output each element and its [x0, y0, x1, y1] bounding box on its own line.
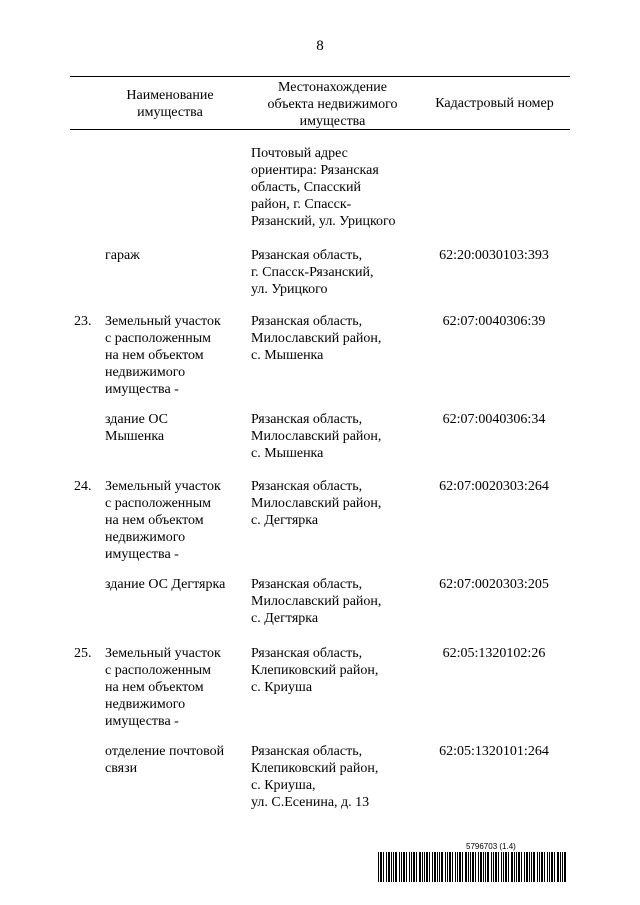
row-cadastral: 62:07:0040306:34: [442, 412, 546, 427]
row-location: Рязанская область, Милославский район, с. Дегтярка: [251, 577, 382, 626]
row-cadastral: 62:07:0020303:205: [439, 577, 549, 592]
row-location: Почтовый адрес ориентира: Рязанская область, Спасский район, г. Спасск- Рязанский, ул. Урицкого: [251, 146, 396, 229]
table-header-rule: [70, 129, 570, 130]
row-name: Земельный участок с расположенным на нем объектом недвижимого имущества -: [105, 479, 221, 562]
table-top-rule: [70, 76, 570, 77]
header-cadastral: Кадастровый номер: [435, 96, 554, 111]
row-name: Земельный участок с расположенным на нем объектом недвижимого имущества -: [105, 646, 221, 729]
row-name: отделение почтовой связи: [105, 744, 225, 776]
row-location: Рязанская область, Клепиковский район, с. Криуша, ул. С.Есенина, д. 13: [251, 744, 379, 810]
row-cadastral: 62:07:0020303:264: [439, 479, 549, 494]
barcode-icon: [378, 852, 566, 882]
row-name: здание ОС Дегтярка: [105, 577, 226, 592]
row-location: Рязанская область, Клепиковский район, с. Криуша: [251, 646, 379, 695]
row-cadastral: 62:05:1320101:264: [439, 744, 549, 759]
document-stamp-number: 5796703 (1.4): [466, 842, 516, 851]
row-cadastral: 62:20:0030103:393: [439, 248, 549, 263]
row-location: Рязанская область, г. Спасск-Рязанский, ул. Урицкого: [251, 248, 374, 297]
row-location: Рязанская область, Милославский район, с. Мышенка: [251, 314, 382, 363]
page-number: 8: [316, 38, 324, 54]
row-name: гараж: [105, 248, 140, 263]
row-location: Рязанская область, Милославский район, с. Дегтярка: [251, 479, 382, 528]
row-number: 24.: [74, 479, 92, 494]
row-name: Земельный участок с расположенным на нем объектом недвижимого имущества -: [105, 314, 221, 397]
row-number: 23.: [74, 314, 92, 329]
row-cadastral: 62:07:0040306:39: [442, 314, 546, 329]
row-cadastral: 62:05:1320102:26: [442, 646, 546, 661]
row-name: здание ОС Мышенка: [105, 412, 168, 444]
header-name: Наименование имущества: [126, 88, 214, 120]
header-location: Местонахождение объекта недвижимого имущества: [267, 80, 398, 129]
row-number: 25.: [74, 646, 92, 661]
row-location: Рязанская область, Милославский район, с. Мышенка: [251, 412, 382, 461]
